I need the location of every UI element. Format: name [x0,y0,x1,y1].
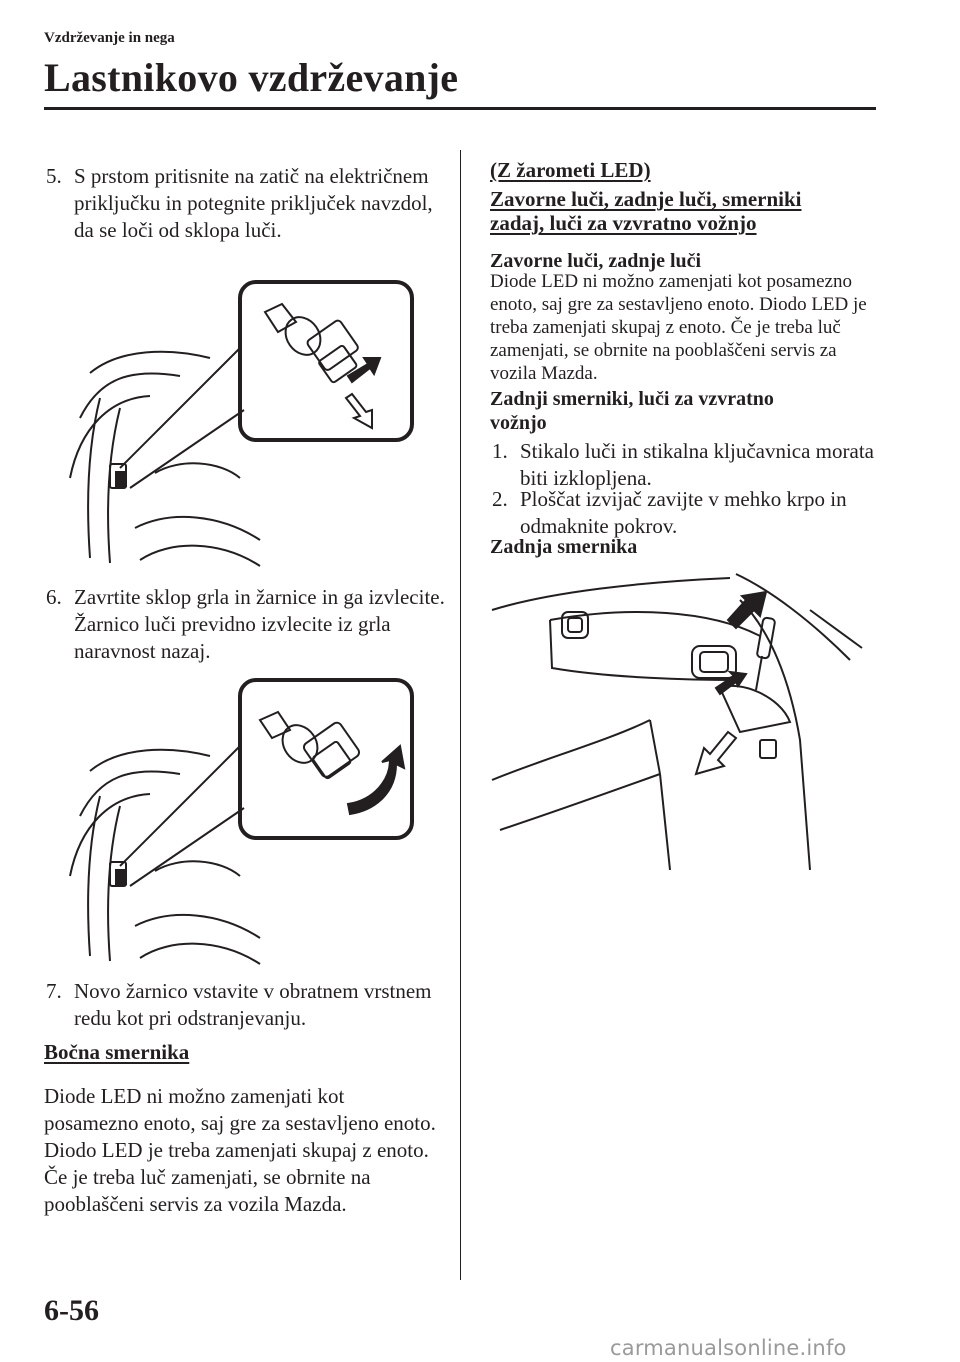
step-2 [492,486,882,540]
title-rule [44,107,876,110]
step-number: 6. [46,585,62,609]
step-7 [46,978,446,1032]
lights-heading [490,187,802,235]
lights-heading-line2: zadaj, luči za vzvratno vožnjo [490,211,757,235]
side-marker-heading: Bočna smernika [44,1040,190,1064]
step-number: 7. [46,979,62,1003]
page-number: 6-56 [44,1294,99,1327]
rear-turn-heading: Zadnja smernika [490,536,638,558]
step-6 [46,584,446,665]
brake-tail-heading: Zavorne luči, zadnje luči [490,250,702,272]
step-5 [46,163,446,244]
step-number: 5. [46,164,62,188]
step-text: S prstom pritisnite na zatič na električnem priključku in potegnite priključek navzdol, da se loči od sklopa luči. [74,164,433,242]
section-label: Vzdrževanje in nega [44,30,175,46]
step-1 [492,438,882,492]
step-text: Novo žarnico vstavite v obratnem vrstnem redu kot pri odstranjevanju. [74,979,432,1030]
page-title: Lastnikovo vzdrževanje [44,55,459,100]
brake-tail-text: Diode LED ni možno zamenjati kot posamezno enoto, saj gre za sestavljeno enoto. Diodo LED je treba zamenjati skupaj z enoto. Če je treba luč zamenjati, se obrnite na pooblaščeni servis za vozila Mazda. [490,271,867,384]
step-number: 2. [492,487,508,511]
step-text: Stikalo luči in stikalna ključavnica morata biti izklopljena. [520,439,874,490]
step-text: Ploščat izvijač zavijte v mehko krpo in odmaknite pokrov. [520,487,847,538]
step-text: Zavrtite sklop grla in žarnice in ga izvlecite. Žarnico luči previdno izvlecite iz grla naravnost nazaj. [74,585,445,663]
side-marker-text: Diode LED ni možno zamenjati kot posamezno enoto, saj gre za sestavljeno enoto. Diodo LED je treba zamenjati skupaj z enoto. Če je treba luč zamenjati, se obrnite na pooblaščeni servis za vozila Mazda. [44,1084,436,1216]
watermark: carmanualsonline.info [610,1336,847,1360]
column-divider [460,150,461,1280]
socket-rotation-illustration [60,676,420,966]
led-heading: (Z žarometi LED) [490,158,651,182]
rear-cover-illustration [490,570,870,870]
lights-heading-line1: Zavorne luči, zadnje luči, smerniki [490,187,802,211]
turn-reverse-heading: Zadnji smerniki, luči za vzvratno vožnjo [490,388,774,434]
step-number: 1. [492,439,508,463]
connector-removal-illustration [60,278,420,568]
